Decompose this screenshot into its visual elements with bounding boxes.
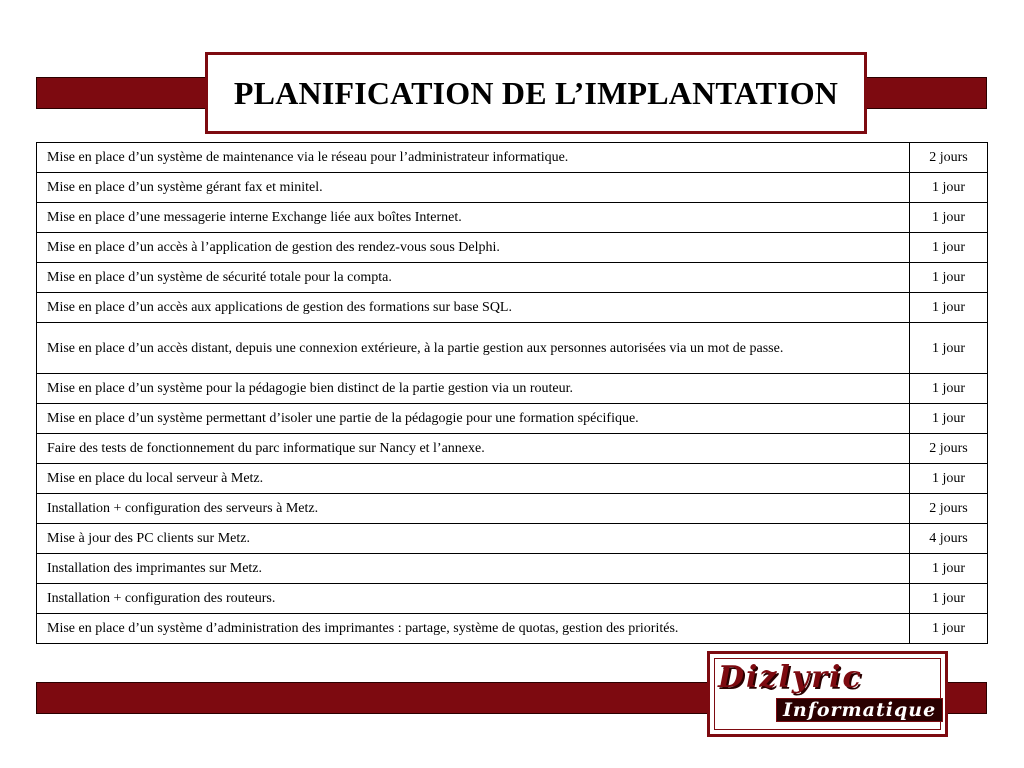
table-row	[37, 323, 988, 374]
task-cell: Mise en place du local serveur à Metz.	[37, 464, 910, 494]
task-cell: Faire des tests de fonctionnement du parc informatique sur Nancy et l’annexe.	[37, 434, 910, 464]
duration-cell: 1 jour	[910, 464, 988, 494]
table-row	[37, 203, 988, 233]
planning-table	[36, 142, 988, 644]
task-cell: Installation + configuration des routeurs.	[37, 584, 910, 614]
table-row	[37, 614, 988, 644]
table-row	[37, 143, 988, 173]
table-row	[37, 263, 988, 293]
duration-cell: 1 jour	[910, 554, 988, 584]
page-title: PLANIFICATION DE L’IMPLANTATION	[233, 74, 839, 111]
duration-cell: 1 jour	[910, 323, 988, 374]
table-row	[37, 173, 988, 203]
task-cell: Mise en place d’un système permettant d’isoler une partie de la pédagogie pour une formation spécifique.	[37, 404, 910, 434]
duration-cell: 1 jour	[910, 233, 988, 263]
task-cell: Mise en place d’un système d’administration des imprimantes : partage, système de quotas, gestion des priorités.	[37, 614, 910, 644]
duration-cell: 2 jours	[910, 434, 988, 464]
logo-subtitle: Informatique	[776, 698, 943, 722]
duration-cell: 1 jour	[910, 173, 988, 203]
duration-cell: 4 jours	[910, 524, 988, 554]
task-cell: Mise en place d’un accès à l’application de gestion des rendez-vous sous Delphi.	[37, 233, 910, 263]
table-row	[37, 374, 988, 404]
table-row	[37, 584, 988, 614]
duration-cell: 2 jours	[910, 494, 988, 524]
duration-cell: 1 jour	[910, 374, 988, 404]
duration-cell: 1 jour	[910, 404, 988, 434]
task-cell: Mise à jour des PC clients sur Metz.	[37, 524, 910, 554]
task-cell: Installation des imprimantes sur Metz.	[37, 554, 910, 584]
table-row	[37, 293, 988, 323]
table-row	[37, 524, 988, 554]
task-cell: Mise en place d’une messagerie interne Exchange liée aux boîtes Internet.	[37, 203, 910, 233]
table-row	[37, 404, 988, 434]
duration-cell: 1 jour	[910, 293, 988, 323]
task-cell	[37, 323, 910, 374]
task-cell: Mise en place d’un système de maintenance via le réseau pour l’administrateur informatique.	[37, 143, 910, 173]
duration-cell: 1 jour	[910, 614, 988, 644]
duration-cell: 2 jours	[910, 143, 988, 173]
company-logo	[707, 651, 948, 737]
duration-cell: 1 jour	[910, 263, 988, 293]
table-row	[37, 233, 988, 263]
task-cell: Installation + configuration des serveurs à Metz.	[37, 494, 910, 524]
task-cell: Mise en place d’un système pour la pédagogie bien distinct de la partie gestion via un routeur.	[37, 374, 910, 404]
duration-cell: 1 jour	[910, 203, 988, 233]
table-row	[37, 494, 988, 524]
title-box	[205, 52, 867, 134]
table-row	[37, 464, 988, 494]
logo-wordmark: Dizlyric	[718, 660, 863, 695]
task-text: Mise en place d’un accès distant, depuis une connexion extérieure, à la partie gestion aux personnes autorisées via un mot de passe.	[47, 340, 784, 356]
duration-cell: 1 jour	[910, 584, 988, 614]
table-row	[37, 554, 988, 584]
task-cell: Mise en place d’un système gérant fax et minitel.	[37, 173, 910, 203]
table-row	[37, 434, 988, 464]
task-cell: Mise en place d’un accès aux applications de gestion des formations sur base SQL.	[37, 293, 910, 323]
task-cell: Mise en place d’un système de sécurité totale pour la compta.	[37, 263, 910, 293]
